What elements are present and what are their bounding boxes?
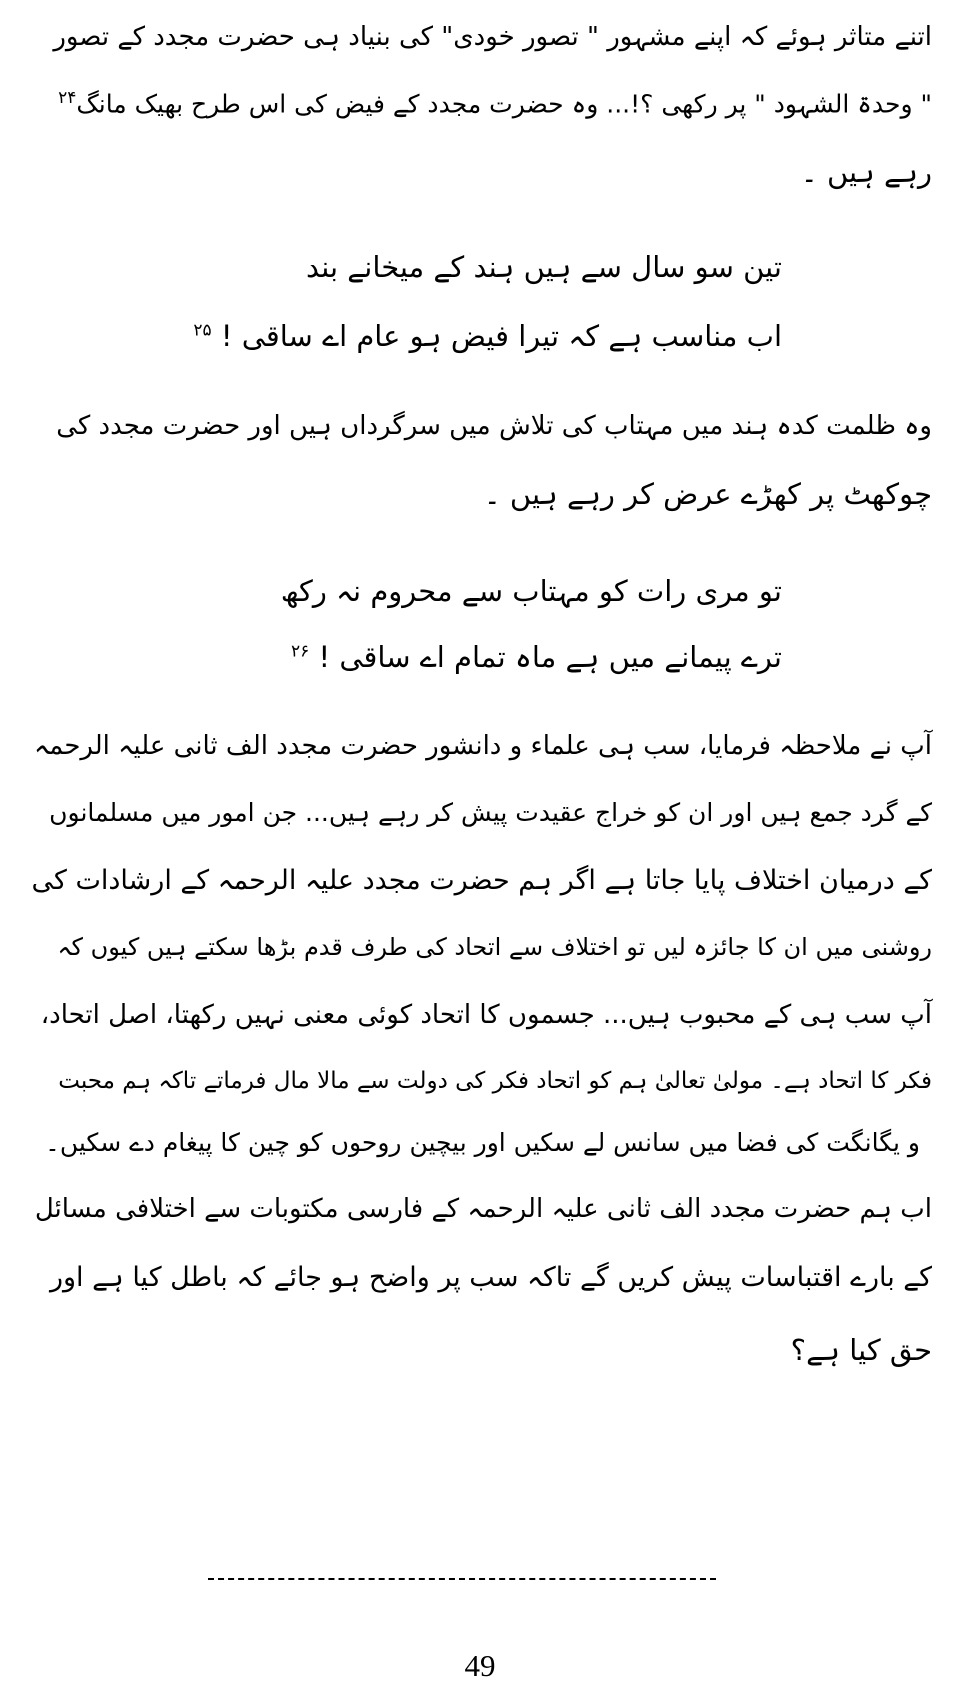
paragraph-3-line-4: روشنی میں ان کا جائزہ لیں تو اختلاف سے اتحاد کی طرف قدم بڑھا سکتے ہیں کیوں کہ <box>57 933 932 961</box>
paragraph-1-line-2-text: " وحدۃ الشہود " پر رکھی ؟!... وہ حضرت مجدد کے فیض کی اس طرح بھیک مانگ <box>76 89 932 119</box>
footnote-marker-26: ۲۶ <box>291 641 310 662</box>
footnote-marker-25: ۲۵ <box>193 320 212 341</box>
paragraph-3-line-5: آپ سب ہی کے محبوب ہیں... جسموں کا اتحاد کوئی معنی نہیں رکھتا، اصل اتحاد، <box>40 1000 932 1030</box>
paragraph-2-line-2: چوکھٹ پر کھڑے عرض کر رہے ہیں ۔ <box>483 477 932 511</box>
footnote-marker-24: ۲۴ <box>58 88 77 108</box>
paragraph-1-line-1: اتنے متاثر ہوئے کہ اپنے مشہور " تصور خودی" کی بنیاد ہی حضرت مجدد کے تصور <box>53 22 932 52</box>
verse-2-line-2-text: ترے پیمانے میں ہے ماہ تمام اے ساقی ! <box>318 640 782 674</box>
paragraph-2-line-1: وہ ظلمت کدہ ہند میں مہتاب کی تلاش میں سرگرداں ہیں اور حضرت مجدد کی <box>56 411 932 441</box>
paragraph-3-line-6: فکر کا اتحاد ہے۔ مولیٰ تعالیٰ ہم کو اتحاد فکر کی دولت سے مالا مال فرماتے تاکہ ہم محبت <box>58 1068 932 1094</box>
verse-1-line-2 <box>193 319 782 353</box>
paragraph-4-line-1: اب ہم حضرت مجدد الف ثانی علیہ الرحمہ کے فارسی مکتوبات سے اختلافی مسائل <box>34 1194 932 1224</box>
verse-2-line-1: تو مری رات کو مہتاب سے محروم نہ رکھ <box>280 574 782 608</box>
verse-2-line-2 <box>291 640 782 674</box>
page-number: 49 <box>464 1648 496 1683</box>
paragraph-3-line-1: آپ نے ملاحظہ فرمایا، سب ہی علماء و دانشور حضرت مجدد الف ثانی علیہ الرحمہ <box>34 731 932 761</box>
paragraph-3-line-3: کے درمیان اختلاف پایا جاتا ہے اگر ہم حضرت مجدد علیہ الرحمہ کے ارشادات کی <box>31 865 932 896</box>
verse-1-line-2-text: اب مناسب ہے کہ تیرا فیض ہو عام اے ساقی ! <box>220 319 782 353</box>
paragraph-3-line-2: کے گرد جمع ہیں اور ان کو خراج عقیدت پیش کر رہے ہیں... جن امور میں مسلمانوں <box>49 798 932 827</box>
paragraph-4-line-3: حق کیا ہے؟ <box>790 1333 932 1367</box>
paragraph-1-line-3: رہے ہیں ۔ <box>800 155 932 189</box>
paragraph-3-line-7: و یگانگت کی فضا میں سانس لے سکیں اور بیچین روحوں کو چین کا پیغام دے سکیں۔ <box>45 1128 920 1157</box>
verse-1-line-1: تین سو سال سے ہیں ہند کے میخانے بند <box>306 250 782 284</box>
paragraph-4-line-2: کے بارے اقتباسات پیش کریں گے تاکہ سب پر واضح ہو جائے کہ باطل کیا ہے اور <box>49 1262 932 1293</box>
paragraph-1-line-2 <box>58 88 932 119</box>
footnote-separator <box>208 1578 716 1580</box>
